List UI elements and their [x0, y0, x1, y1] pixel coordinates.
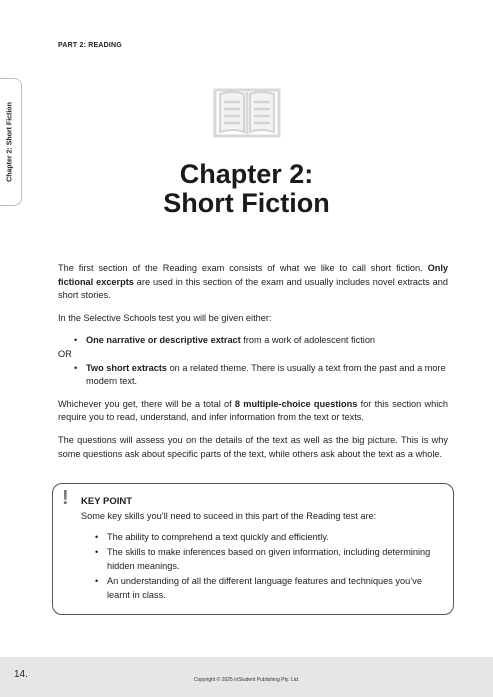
assessment-paragraph: The questions will assess you on the details of the text as well as the big picture. This is why some questions ask about specific parts of the text, while others ask about the text as a whole.	[58, 434, 448, 459]
chapter-title-line2: Short Fiction	[163, 188, 330, 218]
page-number: 14.	[14, 669, 28, 680]
page-footer	[0, 657, 493, 697]
side-tab-label: Chapter 2: Short Fiction	[6, 102, 14, 182]
intro-paragraph	[58, 262, 448, 303]
chapter-title-line1: Chapter 2:	[179, 159, 314, 189]
or-divider: OR	[58, 348, 72, 359]
questions-text: Whichever you get, there will be a total of	[58, 398, 235, 409]
chapter-title	[0, 160, 493, 218]
options-list-2	[58, 362, 448, 389]
key-point-intro: Some key skills you’ll need to suceed in this part of the Reading test are:	[81, 511, 377, 521]
list-item: • The ability to comprehend a text quickly and efficiently.	[107, 531, 437, 544]
questions-text-rest: for this section which require you to read, understand, and infer information from the text or texts.	[58, 398, 448, 423]
intro-emphasis: Only fictional excerpts	[58, 263, 448, 287]
list-item	[86, 362, 448, 389]
questions-emphasis: 8 multiple-choice questions	[234, 398, 358, 409]
open-book-icon	[211, 84, 283, 142]
exclamation-icon: !	[62, 487, 69, 509]
key-point-title: KEY POINT	[81, 496, 133, 507]
options-list	[58, 334, 448, 348]
list-item: • An understanding of all the different language features and techniques you’ve learnt in class.	[107, 575, 437, 602]
list-item: • The skills to make inferences based on given information, including determining hidden meanings.	[107, 546, 437, 573]
key-point-list	[81, 531, 437, 604]
option-text: from a work of adolescent fiction	[240, 335, 376, 346]
options-paragraph: In the Selective Schools test you will be given either:	[58, 312, 272, 323]
option-bold: One narrative or descriptive extract	[86, 335, 241, 346]
key-point-box	[52, 483, 454, 615]
section-header: PART 2: READING	[58, 42, 122, 49]
list-item	[86, 334, 448, 348]
questions-paragraph	[58, 398, 448, 425]
intro-text: The first section of the Reading exam consists of what we like to call short fiction.	[58, 263, 428, 273]
intro-text-rest: are used in this section of the exam and usually includes novel extracts and short stories.	[58, 276, 448, 301]
chapter-body	[58, 262, 448, 461]
option-bold: Two short extracts	[86, 362, 168, 373]
option-text: on a related theme. There is usually a text from the past and a more modern text.	[86, 362, 446, 387]
copyright-notice: Copyright © 2025 inStudent Publishing Pty. Ltd.	[193, 677, 300, 683]
